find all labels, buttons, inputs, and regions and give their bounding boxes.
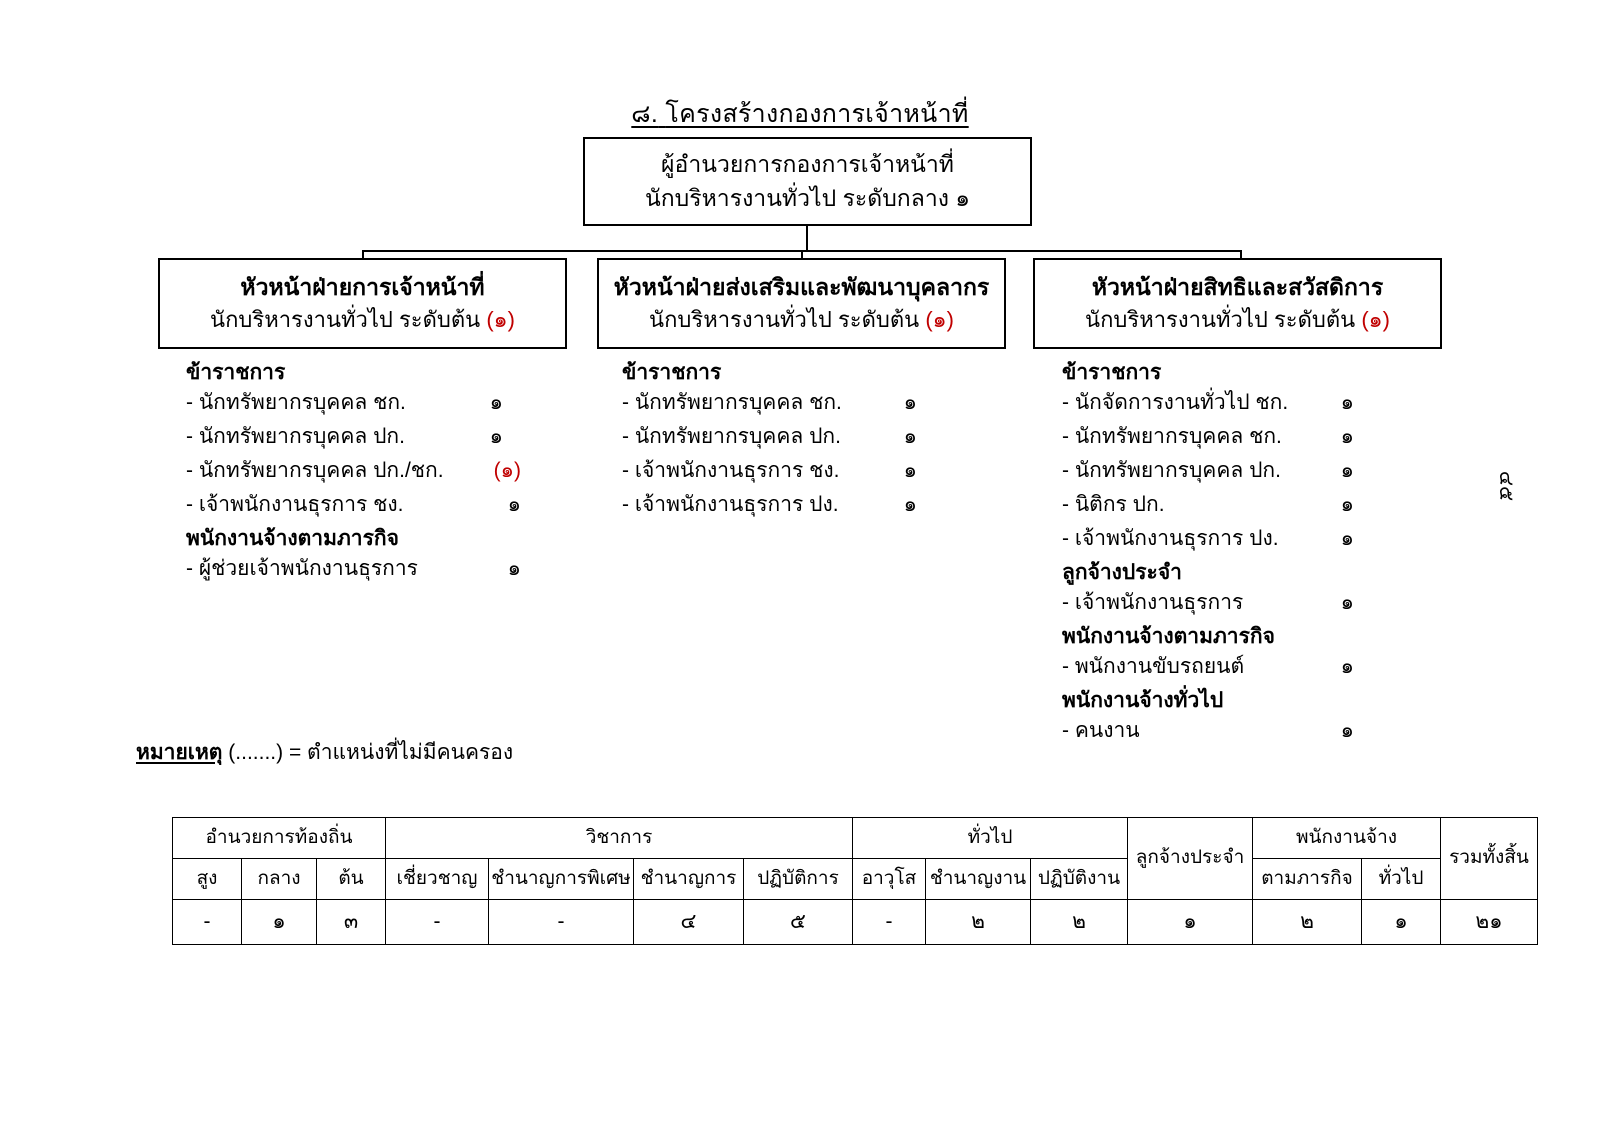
summary-sub-header: ชำนาญการ: [634, 859, 744, 900]
staff-row: [1062, 460, 1457, 481]
summary-value-cell: ๔: [634, 900, 744, 945]
summary-sub-header: ปฏิบัติงาน: [1031, 859, 1128, 900]
staff-position-name: - เจ้าพนักงานธุรการ ชง.: [622, 459, 840, 482]
staff-position-count: ๑: [903, 493, 917, 516]
director-title: ผู้อำนวยการกองการเจ้าหน้าที่: [661, 151, 954, 178]
staff-list-department-2: [622, 362, 1017, 528]
staff-group-heading: ข้าราชการ: [622, 361, 722, 384]
summary-value-cell: ๒: [926, 900, 1031, 945]
summary-sub-header: สูง: [173, 859, 242, 900]
staff-position-name: - นักจัดการงานทั่วไป ชก.: [1062, 391, 1289, 414]
staff-row: [1062, 720, 1457, 741]
department-2-position: [649, 304, 954, 336]
summary-sub-header: ทั่วไป: [1362, 859, 1441, 900]
summary-value-cell: ๒: [1253, 900, 1362, 945]
summary-value-cell: -: [386, 900, 489, 945]
staff-group-heading: พนักงานจ้างทั่วไป: [1062, 689, 1224, 712]
summary-sub-header: ชำนาญการพิเศษ: [489, 859, 634, 900]
staff-position-count: ๑: [903, 459, 917, 482]
summary-table: [172, 817, 1538, 945]
staff-position-name: - นิติกร ปก.: [1062, 493, 1165, 516]
staff-position-name: - เจ้าพนักงานธุรการ ปง.: [1062, 527, 1279, 550]
summary-group-header: ลูกจ้างประจำ: [1128, 818, 1253, 900]
staff-list-department-3: [1062, 362, 1457, 754]
staff-row: [186, 392, 581, 413]
staff-row: [1062, 426, 1457, 447]
legend-note-label: หมายเหตุ: [136, 741, 223, 764]
staff-row: [1062, 528, 1457, 549]
page-number-marker: ๔๕: [1495, 470, 1517, 502]
page-title: [0, 94, 1600, 134]
summary-table-value-row: [173, 900, 1538, 945]
page-title-number: ๘.: [631, 100, 659, 128]
summary-table-head: [173, 818, 1538, 900]
staff-group-heading: ลูกจ้างประจำ: [1062, 561, 1182, 584]
staff-position-name: - นักทรัพยากรบุคคล ปก./ชก.: [186, 459, 444, 482]
staff-position-name: - นักทรัพยากรบุคคล ปก.: [622, 425, 841, 448]
summary-group-header: พนักงานจ้าง: [1253, 818, 1441, 859]
org-box-department-2[interactable]: [597, 258, 1006, 349]
summary-sub-header: เชี่ยวชาญ: [386, 859, 489, 900]
summary-value-cell: ๑: [1362, 900, 1441, 945]
staff-position-name: - พนักงานขับรถยนต์: [1062, 655, 1245, 678]
summary-value-cell: ๑: [242, 900, 317, 945]
staff-list-department-1: [186, 362, 581, 592]
staff-row: [622, 426, 1017, 447]
department-2-title: หัวหน้าฝ่ายส่งเสริมและพัฒนาบุคลากร: [613, 273, 990, 300]
summary-group-header: ทั่วไป: [853, 818, 1128, 859]
summary-value-cell: -: [853, 900, 926, 945]
summary-sub-header: กลาง: [242, 859, 317, 900]
summary-sub-header: อาวุโส: [853, 859, 926, 900]
org-box-director[interactable]: [583, 137, 1032, 226]
staff-row: [1062, 494, 1457, 515]
department-2-position-text: นักบริหารงานทั่วไป ระดับต้น: [649, 307, 920, 333]
staff-position-count: ๑: [507, 557, 521, 580]
staff-group-heading: ข้าราชการ: [1062, 361, 1162, 384]
summary-value-cell: -: [173, 900, 242, 945]
summary-sub-header: ชำนาญงาน: [926, 859, 1031, 900]
staff-position-count: ๑: [1340, 591, 1354, 614]
staff-row: [186, 558, 581, 579]
staff-position-count: ๑: [1340, 527, 1354, 550]
staff-row: [622, 392, 1017, 413]
staff-position-count: ๑: [1340, 655, 1354, 678]
staff-row: [186, 460, 581, 481]
page-title-text: โครงสร้างกองการเจ้าหน้าที่: [665, 100, 969, 128]
summary-group-header: รวมทั้งสิ้น: [1441, 818, 1538, 900]
staff-position-count: ๑: [489, 391, 503, 414]
staff-position-name: - เจ้าพนักงานธุรการ ปง.: [622, 493, 839, 516]
summary-group-header: วิชาการ: [386, 818, 853, 859]
department-1-count: (๑): [486, 307, 515, 333]
staff-position-name: - ผู้ช่วยเจ้าพนักงานธุรการ: [186, 557, 418, 580]
summary-sub-header: ต้น: [317, 859, 386, 900]
legend-note-body: (.......) = ตำแหน่งที่ไม่มีคนครอง: [228, 741, 514, 764]
staff-row: [186, 494, 581, 515]
summary-table-body: [173, 900, 1538, 945]
summary-value-cell: -: [489, 900, 634, 945]
staff-position-count: ๑: [507, 493, 521, 516]
director-position: นักบริหารงานทั่วไป ระดับกลาง ๑: [645, 184, 970, 211]
staff-row: [1062, 392, 1457, 413]
summary-value-cell: ๒: [1031, 900, 1128, 945]
summary-value-cell: ๓: [317, 900, 386, 945]
summary-table-group-header-row: [173, 818, 1538, 859]
staff-group-heading: พนักงานจ้างตามภารกิจ: [1062, 625, 1275, 648]
staff-group-heading: พนักงานจ้างตามภารกิจ: [186, 527, 399, 550]
summary-table-sub-header-row: [173, 859, 1538, 900]
staff-row: [622, 494, 1017, 515]
summary-sub-header: ตามภารกิจ: [1253, 859, 1362, 900]
department-3-position: [1085, 304, 1390, 336]
department-3-count: (๑): [1361, 307, 1390, 333]
staff-position-name: - นักทรัพยากรบุคคล ชก.: [1062, 425, 1282, 448]
summary-value-cell: ๑: [1128, 900, 1253, 945]
staff-position-count: ๑: [1340, 425, 1354, 448]
staff-position-name: - นักทรัพยากรบุคคล ปก.: [186, 425, 405, 448]
staff-position-count: ๑: [489, 425, 503, 448]
org-box-department-1[interactable]: [158, 258, 567, 349]
staff-position-count: ๑: [903, 391, 917, 414]
staff-position-count: ๑: [1340, 459, 1354, 482]
org-box-department-3[interactable]: [1033, 258, 1442, 349]
staff-position-name: - เจ้าพนักงานธุรการ ชง.: [186, 493, 404, 516]
legend-note: [136, 736, 513, 769]
staff-group-heading: ข้าราชการ: [186, 361, 286, 384]
staff-row: [1062, 656, 1457, 677]
department-3-title: หัวหน้าฝ่ายสิทธิและสวัสดิการ: [1091, 273, 1384, 300]
staff-position-name: - นักทรัพยากรบุคคล ปก.: [1062, 459, 1281, 482]
summary-group-header: อำนวยการท้องถิ่น: [173, 818, 386, 859]
staff-position-name: - นักทรัพยากรบุคคล ชก.: [186, 391, 406, 414]
staff-row: [186, 426, 581, 447]
staff-position-name: - คนงาน: [1062, 719, 1140, 742]
staff-position-name: - เจ้าพนักงานธุรการ: [1062, 591, 1244, 614]
staff-position-count: ๑: [1340, 391, 1354, 414]
staff-position-count: ๑: [1340, 719, 1354, 742]
staff-position-count: ๑: [1340, 493, 1354, 516]
summary-sub-header: ปฏิบัติการ: [744, 859, 853, 900]
department-1-position: [210, 304, 515, 336]
department-1-title: หัวหน้าฝ่ายการเจ้าหน้าที่: [240, 273, 485, 300]
staff-position-name: - นักทรัพยากรบุคคล ชก.: [622, 391, 842, 414]
department-2-count: (๑): [925, 307, 954, 333]
department-3-position-text: นักบริหารงานทั่วไป ระดับต้น: [1085, 307, 1356, 333]
staff-row: [622, 460, 1017, 481]
department-1-position-text: นักบริหารงานทั่วไป ระดับต้น: [210, 307, 481, 333]
summary-value-cell: ๕: [744, 900, 853, 945]
staff-row: [1062, 592, 1457, 613]
staff-position-count: ๑: [903, 425, 917, 448]
connector-director-stem: [806, 226, 808, 252]
summary-value-cell: ๒๑: [1441, 900, 1538, 945]
staff-position-count: (๑): [493, 459, 521, 482]
